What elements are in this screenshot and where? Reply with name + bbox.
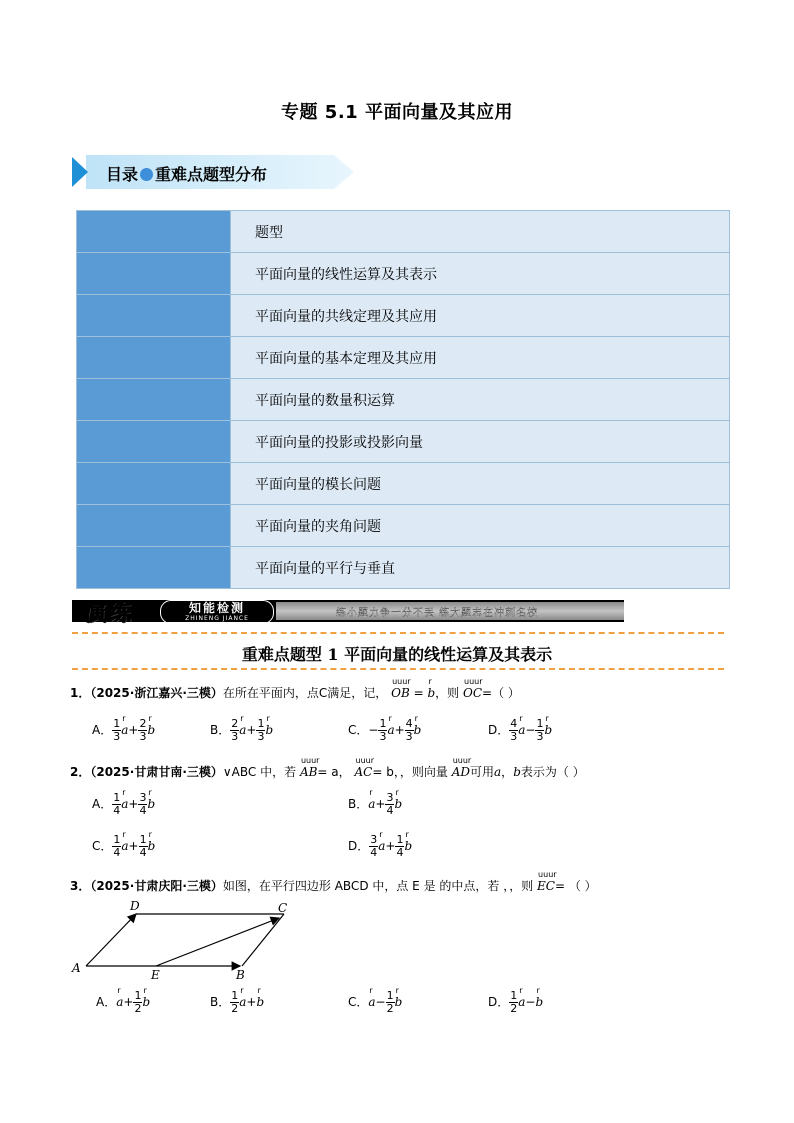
question-1: 1．（2025·浙江嘉兴·三模）在所在平面内，点C满足，记， uuur OB = r b，则 uuur OC=（ ） [70, 677, 520, 700]
question-2: 2．（2025·甘肃甘南·三模）∨ABC 中，若 uuur AB= a， uuur AC= b，，则向量 uuur AD可用a，b表示为（ ） [70, 756, 585, 779]
table-row [77, 379, 730, 421]
table-row [77, 211, 730, 253]
toc-item: 平面向量的共线定理及其应用 [231, 295, 730, 337]
toc-item: 平面向量的夹角问题 [231, 505, 730, 547]
answer-option[interactable]: A． $\frac{1}{4}$ r a+ $\frac{3}{4}$ r b [92, 788, 156, 817]
answer-option[interactable]: C．− $\frac{1}{3}$ r a+ $\frac{4}{3}$ r b [348, 714, 422, 743]
toc-item: 平面向量的线性运算及其表示 [231, 253, 730, 295]
answer-option[interactable]: A． $\frac{1}{3}$ r a+ $\frac{2}{3}$ r b [92, 714, 156, 743]
table-row [77, 547, 730, 589]
divider [72, 668, 724, 670]
banner-subtitle: 重难点题型分布 [155, 165, 268, 184]
answer-option[interactable]: B． r a+ $\frac{3}{4}$ r b [348, 788, 403, 817]
toc-item: 平面向量的投影或投影向量 [231, 421, 730, 463]
motto: 练小题力争一分不丢 练大题志在冲刺名校 [336, 608, 539, 619]
vector-EC [156, 918, 279, 966]
answer-option[interactable]: B． $\frac{2}{3}$ r a+ $\frac{1}{3}$ r b [210, 714, 274, 743]
pill-subtitle: ZHINENG JIANCE [185, 615, 249, 622]
vector-AD [86, 914, 136, 966]
table-row [77, 337, 730, 379]
toc-item: 平面向量的基本定理及其应用 [231, 337, 730, 379]
divider [72, 632, 724, 634]
answer-option[interactable]: D． $\frac{1}{2}$ r a− r b [488, 986, 544, 1015]
label-C: C [278, 901, 288, 915]
table-row [77, 505, 730, 547]
banner-title [106, 162, 267, 185]
edge-CB [242, 914, 284, 966]
label-E: E [151, 968, 160, 980]
toc-header: 题型 [231, 211, 730, 253]
label-A: A [72, 961, 81, 975]
table-row [77, 463, 730, 505]
table-row [77, 295, 730, 337]
pill-title: 知能检测 [188, 601, 245, 615]
banner-toc-label: 目录 [106, 165, 139, 184]
arrow-icon [72, 157, 88, 187]
answer-option[interactable]: A． r a+ $\frac{1}{2}$ r b [96, 986, 151, 1015]
check-pill [160, 600, 274, 624]
answer-option[interactable]: D． $\frac{4}{3}$ r a− $\frac{1}{3}$ r b [488, 714, 553, 743]
answer-option[interactable]: B． $\frac{1}{2}$ r a+ r b [210, 986, 265, 1015]
answer-option[interactable]: C． $\frac{1}{4}$ r a+ $\frac{1}{4}$ r b [92, 830, 156, 859]
label-B: B [236, 968, 245, 980]
question-3: 3．（2025·甘肃庆阳·三模）如图，在平行四边形 ABCD 中，点 E 是 的中点，若 ，，则 uuur EC= （ ） [70, 870, 597, 893]
section-title: 重难点题型 1 平面向量的线性运算及其表示 [241, 645, 553, 664]
dot-icon [140, 168, 153, 181]
practice-label: 演练 [84, 600, 135, 626]
toc-item: 平面向量的模长问题 [231, 463, 730, 505]
label-D: D [130, 899, 140, 913]
parallelogram-figure [70, 898, 300, 980]
answer-option[interactable]: D． $\frac{3}{4}$ r a+ $\frac{1}{4}$ r b [348, 830, 413, 859]
table-row [77, 421, 730, 463]
toc-table [76, 210, 730, 589]
table-row [77, 253, 730, 295]
answer-option[interactable]: C． r a− $\frac{1}{2}$ r b [348, 986, 403, 1015]
page-title: 专题 5.1 平面向量及其应用 [281, 102, 513, 123]
toc-item: 平面向量的数量积运算 [231, 379, 730, 421]
toc-item: 平面向量的平行与垂直 [231, 547, 730, 589]
